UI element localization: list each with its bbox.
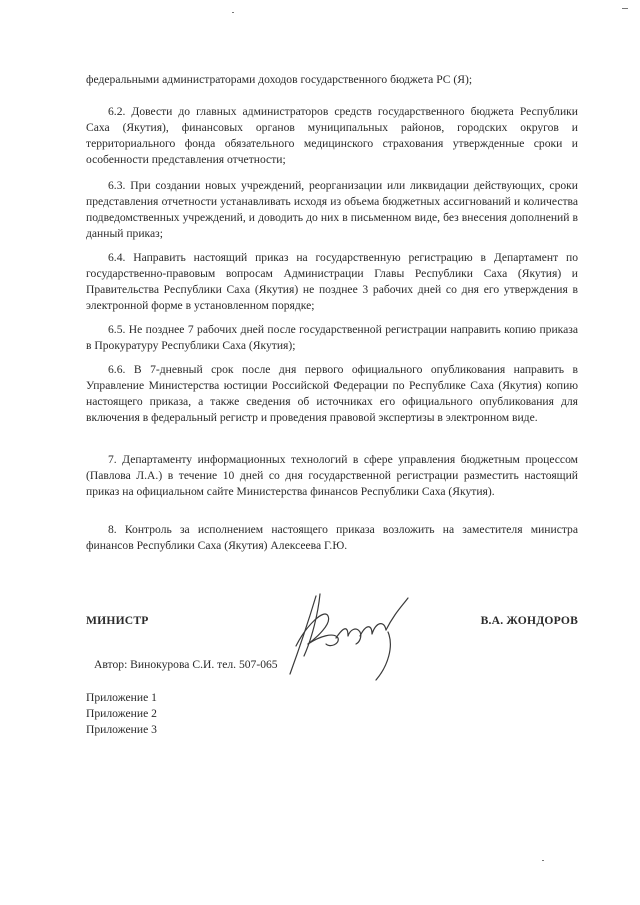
paragraph-8: 8. Контроль за исполнением настоящего приказа возложить на заместителя министра финансов Республики Саха (Якутия) Алексеева Г.Ю. xyxy=(86,523,578,552)
scan-speck xyxy=(622,8,628,9)
paragraph-6-1-continuation: федеральными администраторами доходов государственного бюджета РС (Я); xyxy=(86,73,473,86)
paragraph-6-2: 6.2. Довести до главных администраторов средств государственного бюджета Республики Саха (Якутия), финансовых органов муниципальных районов, городских округов и территориального фонда обязательного медицинского страхования утвержденные сроки и особенности представления отчетности; xyxy=(86,105,578,166)
signatory-title: МИНИСТР xyxy=(86,614,149,627)
scan-speck xyxy=(232,12,234,13)
appendix-3: Приложение 3 xyxy=(86,723,157,736)
paragraph-6-5: 6.5. Не позднее 7 рабочих дней после государственной регистрации направить копию приказа в Прокуратуру Республики Саха (Якутия); xyxy=(86,323,578,352)
paragraph-6-6: 6.6. В 7-дневный срок после дня первого официального опубликования направить в Управление Министерства юстиции Российской Федерации по Республике Саха (Якутия) копию настоящего приказа, а также сведения об источниках его официального опубликования для включения в федеральный регистр и проведения правовой экспертизы в электронном виде. xyxy=(86,363,578,424)
author-line: Автор: Винокурова С.И. тел. 507-065 xyxy=(94,658,278,671)
paragraph-7: 7. Департаменту информационных технологий в сфере управления бюджетным процессом (Павлова Л.А.) в течение 10 дней со дня государственной регистрации разместить настоящий приказ на официальном сайте Министерства финансов Республики Саха (Якутия). xyxy=(86,453,578,498)
signatory-name: В.А. ЖОНДОРОВ xyxy=(480,614,578,627)
scan-speck xyxy=(542,860,544,861)
paragraph-6-3: 6.3. При создании новых учреждений, реорганизации или ликвидации действующих, сроки представления отчетности устанавливать исходя из объема бюджетных ассигнований и количества подведомственных учреждений, и доводить до них в письменном виде, без внесения дополнений в данный приказ; xyxy=(86,179,578,240)
paragraph-6-4: 6.4. Направить настоящий приказ на государственную регистрацию в Департамент по государственно-правовым вопросам Администрации Главы Республики Саха (Якутия) и Правительства Республики Саха (Якутия) не позднее 3 рабочих дней со дня его утверждения в электронной форме в установленном порядке; xyxy=(86,251,578,312)
appendix-1: Приложение 1 xyxy=(86,691,157,704)
handwritten-signature xyxy=(276,586,426,682)
appendix-2: Приложение 2 xyxy=(86,707,157,720)
